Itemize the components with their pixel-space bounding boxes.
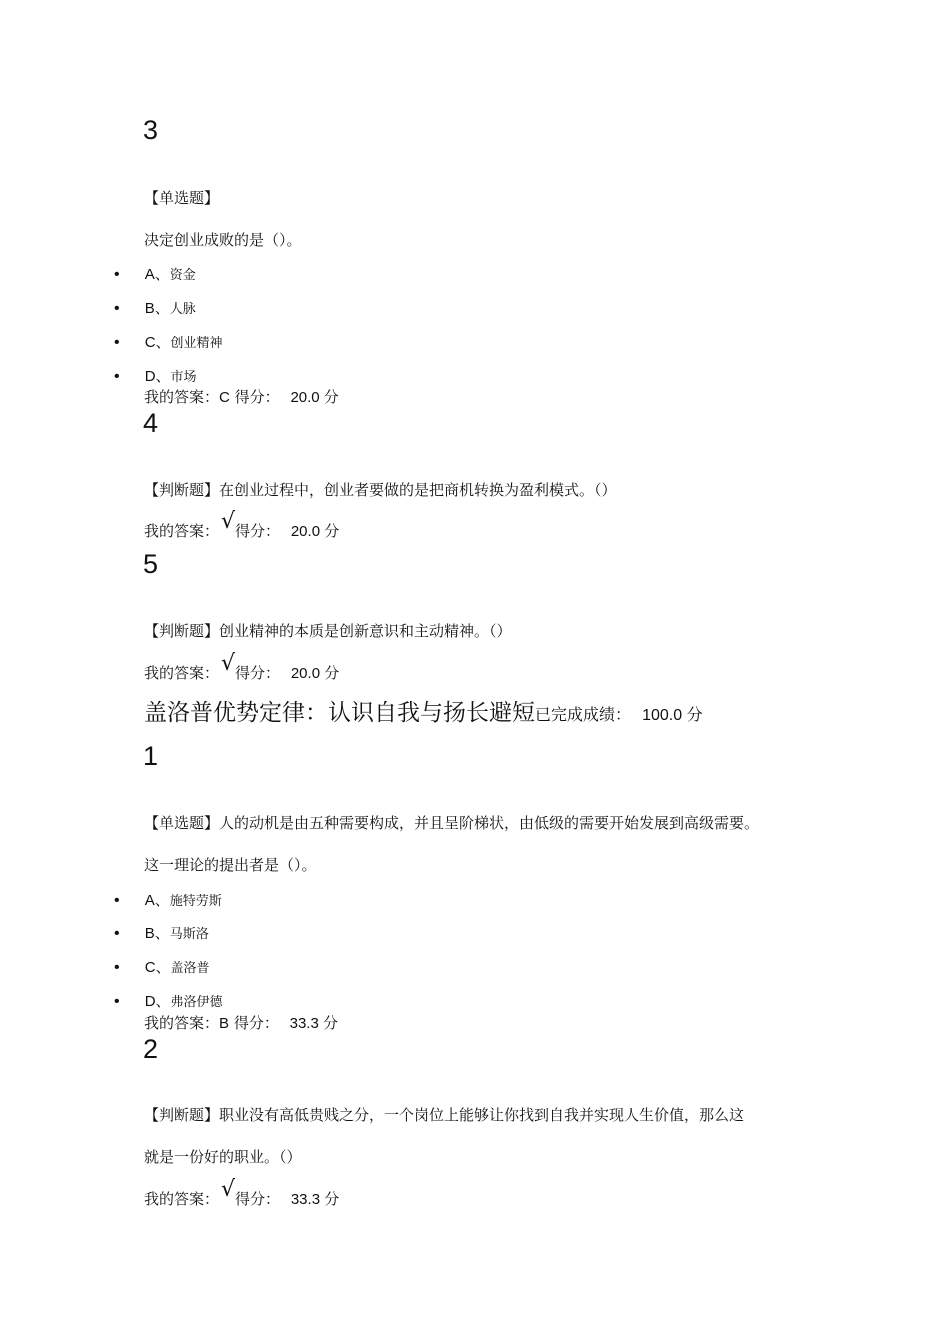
option-letter: A、	[144, 892, 170, 909]
section-score: 100.0 分	[642, 707, 703, 724]
option-b	[114, 297, 196, 318]
answer-line	[144, 651, 340, 684]
option-c	[114, 956, 210, 977]
check-mark-icon: √	[221, 509, 236, 534]
score-label: 得分：	[235, 522, 281, 540]
check-mark-icon: √	[221, 1177, 236, 1202]
option-d	[114, 365, 197, 386]
question-number: 1	[143, 741, 159, 771]
score-value: 20.0 分	[290, 389, 339, 406]
question-number: 5	[143, 549, 159, 579]
option-letter: B、	[144, 925, 170, 942]
score-label: 得分：	[235, 664, 281, 682]
option-text: 马斯洛	[169, 927, 209, 942]
question-text-continued: 就是一份好的职业。（）	[144, 1148, 302, 1166]
section-status: 已完成成绩：	[535, 705, 632, 724]
answer-line	[144, 386, 339, 407]
bullet-icon: •	[114, 300, 120, 317]
option-letter: B、	[144, 300, 170, 317]
question-number: 3	[143, 115, 159, 145]
score-value: 20.0 分	[290, 665, 340, 682]
question-text: 【单选题】人的动机是由五种需要构成，并且呈阶梯状，由低级的需要开始发展到高级需要。	[144, 814, 760, 832]
score-value: 33.3 分	[290, 1191, 340, 1208]
question-number: 4	[143, 408, 159, 438]
score-value: 20.0 分	[290, 523, 340, 540]
option-letter: D、	[144, 993, 171, 1010]
question-text: 【判断题】在创业过程中，创业者要做的是把商机转换为盈利模式。（）	[144, 481, 617, 499]
bullet-icon: •	[114, 925, 120, 942]
score-value: 33.3 分	[289, 1015, 338, 1032]
question-text: 【判断题】创业精神的本质是创新意识和主动精神。（）	[144, 622, 512, 640]
option-text: 市场	[170, 370, 197, 385]
answer-label: 我的答案：	[144, 388, 220, 406]
bullet-icon: •	[114, 892, 120, 909]
bullet-icon: •	[114, 959, 120, 976]
answer-value: C	[219, 389, 230, 406]
question-number: 2	[143, 1034, 159, 1064]
option-text: 弗洛伊德	[170, 995, 223, 1010]
bullet-icon: •	[114, 334, 120, 351]
answer-label: 我的答案：	[144, 1190, 220, 1208]
answer-line	[144, 1177, 340, 1210]
bullet-icon: •	[114, 266, 120, 283]
option-a	[114, 263, 196, 284]
question-text: 【判断题】职业没有高低贵贱之分，一个岗位上能够让你找到自我并实现人生价值，那么这	[144, 1106, 745, 1124]
option-text: 资金	[169, 268, 196, 283]
bullet-icon: •	[114, 993, 120, 1010]
option-a	[114, 889, 222, 910]
score-label: 得分：	[235, 1190, 281, 1208]
score-label: 得分：	[233, 1014, 279, 1032]
answer-label: 我的答案：	[144, 664, 220, 682]
section-title: 盖洛普优势定律：认识自我与扬长避短	[144, 700, 535, 726]
option-b	[114, 922, 209, 943]
option-d	[114, 990, 223, 1011]
bullet-icon: •	[114, 368, 120, 385]
question-type-label: 【单选题】	[144, 189, 220, 207]
answer-line	[144, 509, 340, 542]
option-text: 创业精神	[170, 336, 223, 351]
score-label: 得分：	[234, 388, 280, 406]
question-text: 决定创业成败的是（）。	[144, 231, 302, 249]
option-letter: C、	[144, 334, 171, 351]
answer-line	[144, 1012, 338, 1033]
option-letter: A、	[144, 266, 170, 283]
option-text: 施特劳斯	[169, 894, 222, 909]
option-letter: D、	[144, 368, 171, 385]
option-text: 人脉	[169, 302, 196, 317]
answer-label: 我的答案：	[144, 1014, 220, 1032]
section-heading	[144, 694, 703, 727]
answer-value: B	[219, 1015, 230, 1032]
option-c	[114, 331, 223, 352]
answer-label: 我的答案：	[144, 522, 220, 540]
check-mark-icon: √	[221, 651, 236, 676]
question-text-continued: 这一理论的提出者是（）。	[144, 856, 317, 874]
option-letter: C、	[144, 959, 171, 976]
option-text: 盖洛普	[170, 961, 210, 976]
